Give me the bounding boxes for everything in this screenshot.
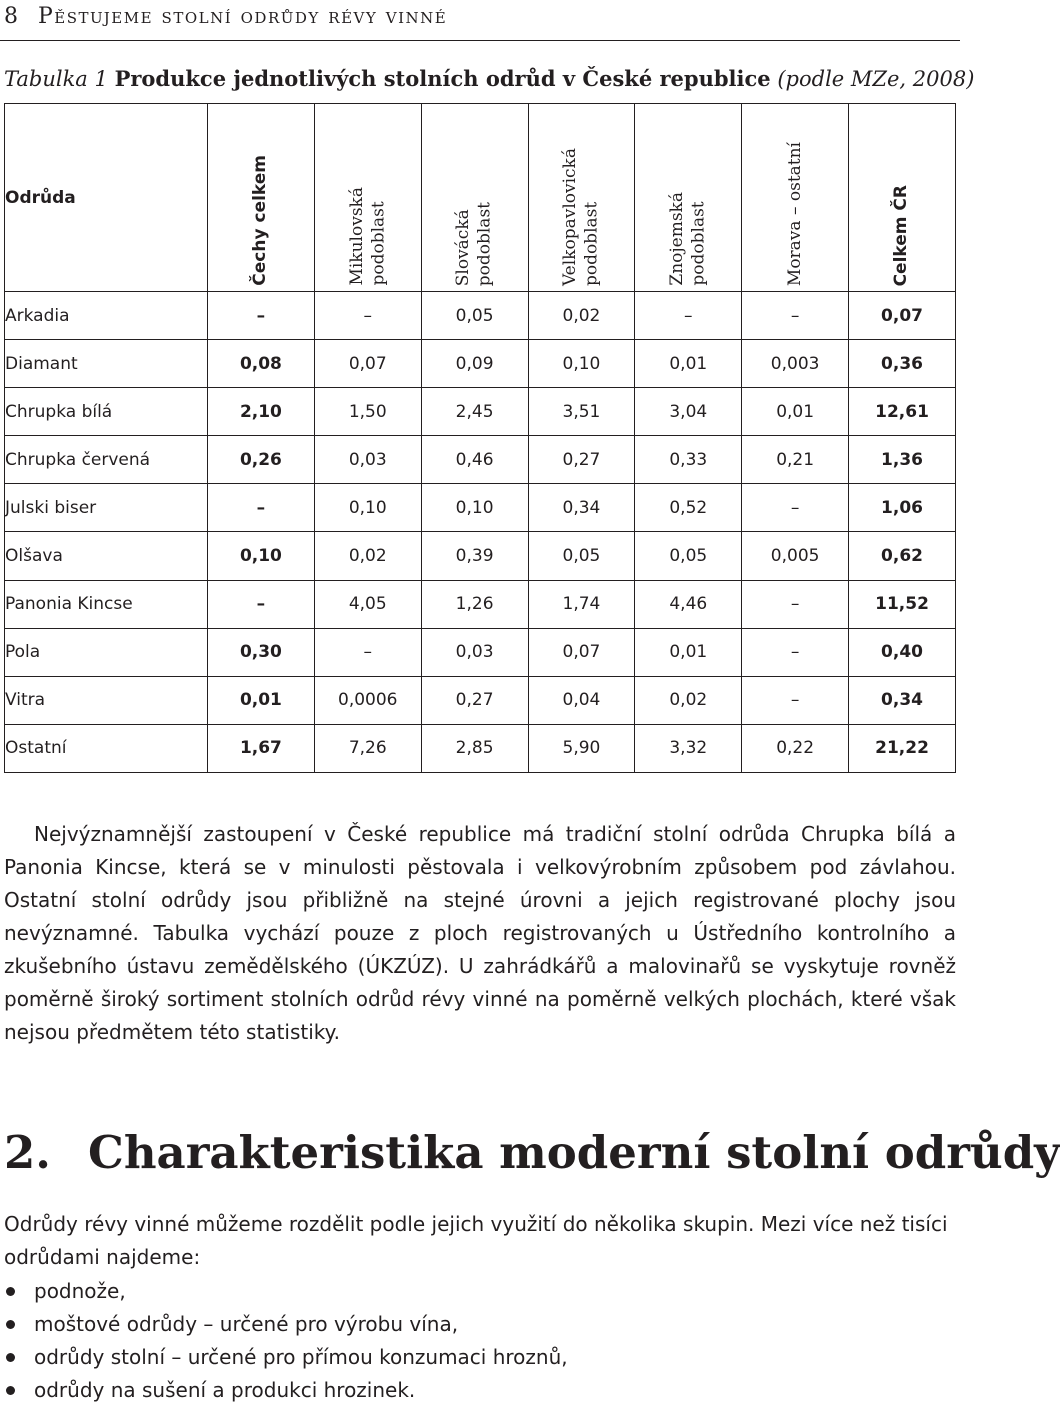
variety-name-cell: Olšava bbox=[5, 532, 208, 580]
variety-name-cell: Vitra bbox=[5, 676, 208, 724]
variety-name-cell: Julski biser bbox=[5, 484, 208, 532]
value-cell: 0,07 bbox=[849, 292, 956, 340]
column-header-velkopavlovicka bbox=[528, 104, 635, 292]
variety-name-cell: Pola bbox=[5, 628, 208, 676]
value-cell: 0,27 bbox=[421, 676, 528, 724]
value-cell: – bbox=[742, 484, 849, 532]
table-row bbox=[5, 676, 956, 724]
body-paragraph: Nejvýznamnější zastoupení v České republice má tradiční stolní odrůda Chrupka bílá a Panonia Kincse, která se v minulosti pěstovala i velkovýrobním způsobem pod závlahou. Ostatní stolní odrůdy jsou přibližně na stejné úrovni a jejich registrované plochy jsou nevýznamné. Tabulka vychází pouze z ploch registrovaných u Ústředního kontrolního a zkušebního ústavu zemědělského (ÚKZÚZ). U zahrádkářů a malovinařů se vyskytuje rovněž poměrně široký sortiment stolních odrůd révy vinné na poměrně velkých plochách, které však nejsou předmětem této statistiky. bbox=[4, 822, 956, 1044]
value-cell: 0,62 bbox=[849, 532, 956, 580]
list-item-text: moštové odrůdy – určené pro výrobu vína, bbox=[34, 1312, 459, 1336]
value-cell: – bbox=[314, 628, 421, 676]
bullet-icon bbox=[6, 1386, 15, 1395]
value-cell: 0,05 bbox=[421, 292, 528, 340]
list-item-text: podnože, bbox=[34, 1279, 126, 1303]
page-header bbox=[0, 0, 960, 41]
value-cell: 0,03 bbox=[421, 628, 528, 676]
value-cell: – bbox=[208, 292, 315, 340]
table-caption bbox=[4, 66, 974, 91]
column-header-znojemska bbox=[635, 104, 742, 292]
value-cell: 0,33 bbox=[635, 436, 742, 484]
value-cell: 3,32 bbox=[635, 724, 742, 772]
value-cell: 0,10 bbox=[208, 532, 315, 580]
value-cell: 0,21 bbox=[742, 436, 849, 484]
column-header-slovacka bbox=[421, 104, 528, 292]
column-header-label: Slovácká podoblast bbox=[453, 201, 495, 286]
production-table bbox=[4, 103, 956, 773]
table-body bbox=[5, 292, 956, 773]
column-header-label: Znojemská podoblast bbox=[667, 192, 709, 286]
caption-source: (podle MZe, 2008) bbox=[777, 67, 975, 91]
value-cell: 1,50 bbox=[314, 388, 421, 436]
value-cell: 0,003 bbox=[742, 340, 849, 388]
list-item bbox=[4, 1341, 944, 1374]
variety-name-cell: Panonia Kincse bbox=[5, 580, 208, 628]
value-cell: 0,02 bbox=[528, 292, 635, 340]
value-cell: 0,34 bbox=[528, 484, 635, 532]
value-cell: – bbox=[208, 484, 315, 532]
section-title: Charakteristika moderní stolní odrůdy bbox=[88, 1126, 1060, 1179]
column-header-label: Čechy celkem bbox=[250, 155, 271, 286]
list-item bbox=[4, 1374, 944, 1407]
table-row bbox=[5, 292, 956, 340]
value-cell: 2,10 bbox=[208, 388, 315, 436]
variety-name-cell: Diamant bbox=[5, 340, 208, 388]
value-cell: 0,46 bbox=[421, 436, 528, 484]
value-cell: 0,03 bbox=[314, 436, 421, 484]
variety-name-cell: Arkadia bbox=[5, 292, 208, 340]
value-cell: 0,30 bbox=[208, 628, 315, 676]
value-cell: 0,26 bbox=[208, 436, 315, 484]
caption-title: Produkce jednotlivých stolních odrůd v České republice bbox=[114, 66, 771, 91]
variety-name-cell: Chrupka červená bbox=[5, 436, 208, 484]
list-item bbox=[4, 1275, 944, 1308]
table-row bbox=[5, 388, 956, 436]
value-cell: – bbox=[742, 676, 849, 724]
table-row bbox=[5, 484, 956, 532]
value-cell: 3,04 bbox=[635, 388, 742, 436]
column-header-celkem-cr bbox=[849, 104, 956, 292]
variety-name-cell: Ostatní bbox=[5, 724, 208, 772]
value-cell: 0,04 bbox=[528, 676, 635, 724]
value-cell: 11,52 bbox=[849, 580, 956, 628]
value-cell: 0,01 bbox=[208, 676, 315, 724]
value-cell: 5,90 bbox=[528, 724, 635, 772]
bullet-icon bbox=[6, 1320, 15, 1329]
value-cell: 0,10 bbox=[421, 484, 528, 532]
value-cell: 1,06 bbox=[849, 484, 956, 532]
value-cell: 7,26 bbox=[314, 724, 421, 772]
value-cell: 0,02 bbox=[635, 676, 742, 724]
list-item bbox=[4, 1308, 944, 1341]
column-header-label: Mikulovská podoblast bbox=[346, 187, 388, 286]
column-header-cechy bbox=[208, 104, 315, 292]
section-number: 2. bbox=[4, 1126, 51, 1179]
value-cell: 12,61 bbox=[849, 388, 956, 436]
value-cell: – bbox=[742, 580, 849, 628]
column-header-mikulovska bbox=[314, 104, 421, 292]
section-heading bbox=[4, 1126, 1060, 1179]
value-cell: 4,05 bbox=[314, 580, 421, 628]
value-cell: 1,67 bbox=[208, 724, 315, 772]
intro-paragraph: Odrůdy révy vinné můžeme rozdělit podle jejich využití do několika skupin. Mezi více než tisíci odrůdami najdeme: bbox=[4, 1212, 948, 1269]
value-cell: 0,01 bbox=[742, 388, 849, 436]
bullet-icon bbox=[6, 1287, 15, 1296]
value-cell: 0,10 bbox=[528, 340, 635, 388]
value-cell: 0,27 bbox=[528, 436, 635, 484]
value-cell: – bbox=[635, 292, 742, 340]
value-cell: 0,39 bbox=[421, 532, 528, 580]
value-cell: 0,08 bbox=[208, 340, 315, 388]
value-cell: 0,02 bbox=[314, 532, 421, 580]
page-number: 8 bbox=[4, 4, 18, 29]
value-cell: – bbox=[314, 292, 421, 340]
value-cell: 4,46 bbox=[635, 580, 742, 628]
list-item-text: odrůdy stolní – určené pro přímou konzumaci hroznů, bbox=[34, 1345, 568, 1369]
value-cell: 1,36 bbox=[849, 436, 956, 484]
value-cell: 0,34 bbox=[849, 676, 956, 724]
value-cell: 0,05 bbox=[635, 532, 742, 580]
value-cell: 1,26 bbox=[421, 580, 528, 628]
table-header-row bbox=[5, 104, 956, 292]
table-row bbox=[5, 532, 956, 580]
value-cell: 3,51 bbox=[528, 388, 635, 436]
column-header-label: Morava – ostatní bbox=[784, 141, 805, 286]
value-cell: 2,85 bbox=[421, 724, 528, 772]
value-cell: 0,52 bbox=[635, 484, 742, 532]
value-cell: 0,01 bbox=[635, 340, 742, 388]
value-cell: 0,01 bbox=[635, 628, 742, 676]
list-item-text: odrůdy na sušení a produkci hrozinek. bbox=[34, 1378, 416, 1402]
value-cell: 0,40 bbox=[849, 628, 956, 676]
value-cell: 1,74 bbox=[528, 580, 635, 628]
value-cell: 0,09 bbox=[421, 340, 528, 388]
variety-name-cell: Chrupka bílá bbox=[5, 388, 208, 436]
column-header-morava-ostatni bbox=[742, 104, 849, 292]
table-row bbox=[5, 580, 956, 628]
column-header-variety: Odrůda bbox=[5, 104, 208, 292]
running-title: Pěstujeme stolní odrůdy révy vinné bbox=[38, 4, 448, 29]
caption-label: Tabulka 1 bbox=[4, 67, 108, 91]
value-cell: 0,05 bbox=[528, 532, 635, 580]
value-cell: – bbox=[742, 628, 849, 676]
value-cell: – bbox=[742, 292, 849, 340]
value-cell: 0,07 bbox=[314, 340, 421, 388]
value-cell: 0,36 bbox=[849, 340, 956, 388]
value-cell: 0,22 bbox=[742, 724, 849, 772]
value-cell: – bbox=[208, 580, 315, 628]
column-header-label: Celkem ČR bbox=[891, 184, 912, 286]
value-cell: 0,10 bbox=[314, 484, 421, 532]
value-cell: 0,0006 bbox=[314, 676, 421, 724]
table-row bbox=[5, 628, 956, 676]
value-cell: 21,22 bbox=[849, 724, 956, 772]
table-row bbox=[5, 436, 956, 484]
value-cell: 0,07 bbox=[528, 628, 635, 676]
value-cell: 2,45 bbox=[421, 388, 528, 436]
bullet-list bbox=[4, 1275, 944, 1407]
column-header-label: Velkopavlovická podoblast bbox=[560, 147, 602, 286]
table-row bbox=[5, 724, 956, 772]
bullet-icon bbox=[6, 1353, 15, 1362]
value-cell: 0,005 bbox=[742, 532, 849, 580]
table-row bbox=[5, 340, 956, 388]
